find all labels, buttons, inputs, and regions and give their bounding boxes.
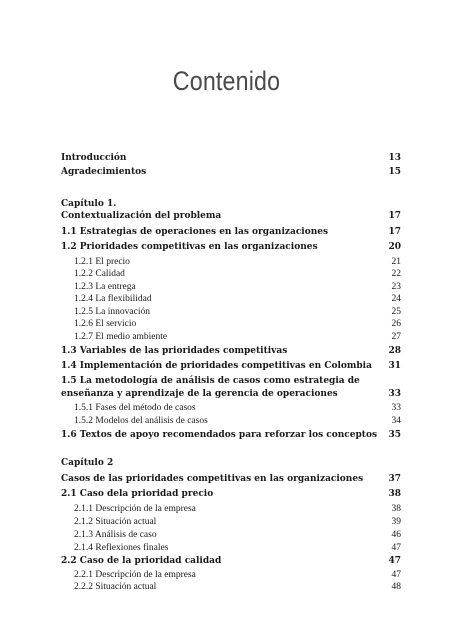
toc-entry-title: 1.6 Textos de apoyo recomendados para reforzar los conceptos — [61, 430, 378, 440]
toc-entry-title: 1.2 Prioridades competitivas en las organizaciones — [61, 242, 318, 252]
toc-entry-title: Agradecimientos — [61, 167, 147, 177]
toc-entry-page: 26 — [391, 319, 401, 329]
toc-entry-title: 2.2 Caso de la prioridad calidad — [61, 556, 222, 566]
toc-entry-page: 48 — [391, 582, 401, 592]
toc-entry-page: 23 — [391, 282, 401, 292]
toc-entry-title: 2.1 Caso dela prioridad precio — [61, 489, 214, 499]
toc-entry-page: 34 — [391, 416, 401, 426]
toc-entry-page: 31 — [388, 361, 401, 371]
toc-entry-title: 1.1 Estrategias de operaciones en las organizaciones — [61, 227, 329, 237]
toc-entry-page: 27 — [391, 332, 401, 342]
toc-entry-page: 33 — [388, 389, 401, 399]
toc-entry-title: Introducción — [61, 153, 127, 163]
toc-entry-title: 2.1.3 Análisis de caso — [74, 530, 157, 540]
toc-entry-page: 15 — [388, 167, 401, 177]
toc-entry-page: 47 — [391, 570, 401, 580]
toc-entry-title: 1.2.2 Calidad — [74, 269, 125, 279]
toc-entry-title: 2.1.1 Descripción de la empresa — [74, 504, 196, 514]
toc-entry-title: Capítulo 2 — [61, 458, 114, 468]
toc-entry-title: Capítulo 1. — [61, 199, 117, 209]
toc-entry-title: 1.2.3 La entrega — [74, 282, 136, 292]
toc-entry-page: 46 — [391, 530, 401, 540]
toc-entry-page: 28 — [388, 346, 401, 356]
toc-entry-page: 22 — [391, 269, 401, 279]
toc-entry-title: enseñanza y aprendizaje de la gerencia de operaciones — [61, 389, 338, 399]
toc-entry-page: 20 — [388, 242, 401, 252]
toc-entry-page: 17 — [388, 227, 401, 237]
toc-entry-title: 1.3 Variables de las prioridades competitivas — [61, 346, 288, 356]
toc-entry-page: 37 — [388, 474, 401, 484]
toc-entry-page: 47 — [391, 543, 401, 553]
toc-entry-page: 21 — [391, 257, 401, 267]
toc-entry-page: 25 — [391, 307, 401, 317]
toc-entry-title: 1.5.2 Modelos del análisis de casos — [74, 416, 208, 426]
toc-entry-page: 35 — [388, 430, 401, 440]
toc-entry-page: 24 — [391, 294, 401, 304]
toc-entry-title: 2.1.4 Reflexiones finales — [74, 543, 169, 553]
toc-entry-title: 1.2.6 El servicio — [74, 319, 137, 329]
toc-entry-title: 1.2.7 El medio ambiente — [74, 332, 168, 342]
toc-entry-title: 1.2.1 El precio — [74, 257, 130, 267]
page-title: Contenido — [172, 66, 281, 96]
toc-entry-page: 38 — [391, 504, 401, 514]
toc-entry-page: 38 — [388, 489, 401, 499]
toc-entry-title: 1.2.5 La innovación — [74, 307, 150, 317]
toc-entry-title: 2.1.2 Situación actual — [74, 517, 157, 527]
toc-entry-page: 39 — [391, 517, 401, 527]
toc-entry-title: Contextualización del problema — [61, 211, 222, 221]
toc-entry-title: 2.2.2 Situación actual — [74, 582, 157, 592]
toc-entry-title: 1.5.1 Fases del método de casos — [74, 403, 196, 413]
toc-entry-title: 1.2.4 La flexibilidad — [74, 294, 152, 304]
toc-entry-page: 47 — [388, 556, 401, 566]
toc-entry-title: 1.4 Implementación de prioridades competitivas en Colombia — [61, 361, 372, 371]
toc-entry-title: 2.2.1 Descripción de la empresa — [74, 570, 196, 580]
toc-entry-page: 33 — [391, 403, 401, 413]
toc-entry-title: 1.5 La metodología de análisis de casos como estrategia de — [61, 376, 360, 386]
toc-entry-page: 13 — [388, 153, 401, 163]
toc-entry-page: 17 — [388, 211, 401, 221]
toc-entry-title: Casos de las prioridades competitivas en las organizaciones — [61, 474, 364, 484]
